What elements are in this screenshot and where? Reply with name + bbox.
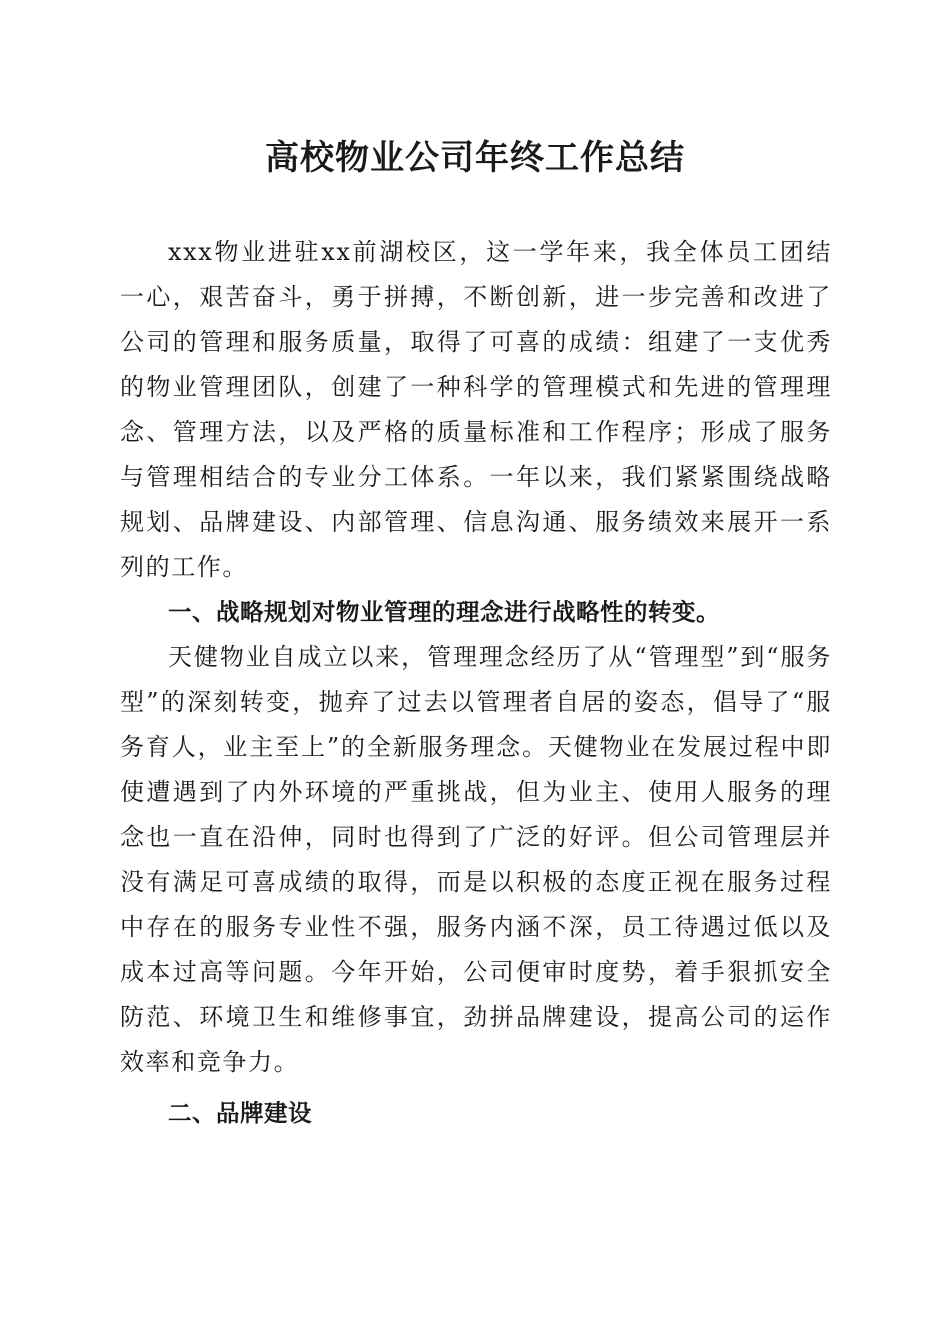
section-1-paragraph: 天健物业自成立以来，管理理念经历了从“管理型”到“服务型”的深刻转变，抛弃了过去以管理者自居的姿态，倡导了“服务育人，业主至上”的全新服务理念。天健物业在发展过程中即使遭遇到了内外环境的严重挑战，但为业主、使用人服务的理念也一直在沿伸，同时也得到了广泛的好评。但公司管理层并没有满足可喜成绩的取得，而是以积极的态度正视在服务过程中存在的服务专业性不强，服务内涵不深，员工待遇过低以及成本过高等问题。今年开始，公司便审时度势，着手狠抓安全防范、环境卫生和维修事宜，劲拼品牌建设，提高公司的运作效率和竞争力。 [120, 643, 832, 1076]
section-1-heading: 一、战略规划对物业管理的理念进行战略性的转变。 [168, 598, 720, 626]
section-2-heading: 二、品牌建设 [168, 1099, 312, 1127]
document-body [120, 230, 832, 1136]
intro-paragraph: xxx物业进驻xx前湖校区，这一学年来，我全体员工团结一心，艰苦奋斗，勇于拼搏，不断创新，进一步完善和改进了公司的管理和服务质量，取得了可喜的成绩：组建了一支优秀的物业管理团队，创建了一种科学的管理模式和先进的管理理念、管理方法，以及严格的质量标准和工作程序；形成了服务与管理相结合的专业分工体系。一年以来，我们紧紧围绕战略规划、品牌建设、内部管理、信息沟通、服务绩效来展开一系列的工作。 [120, 238, 832, 581]
document-title: 高校物业公司年终工作总结 [265, 138, 685, 178]
